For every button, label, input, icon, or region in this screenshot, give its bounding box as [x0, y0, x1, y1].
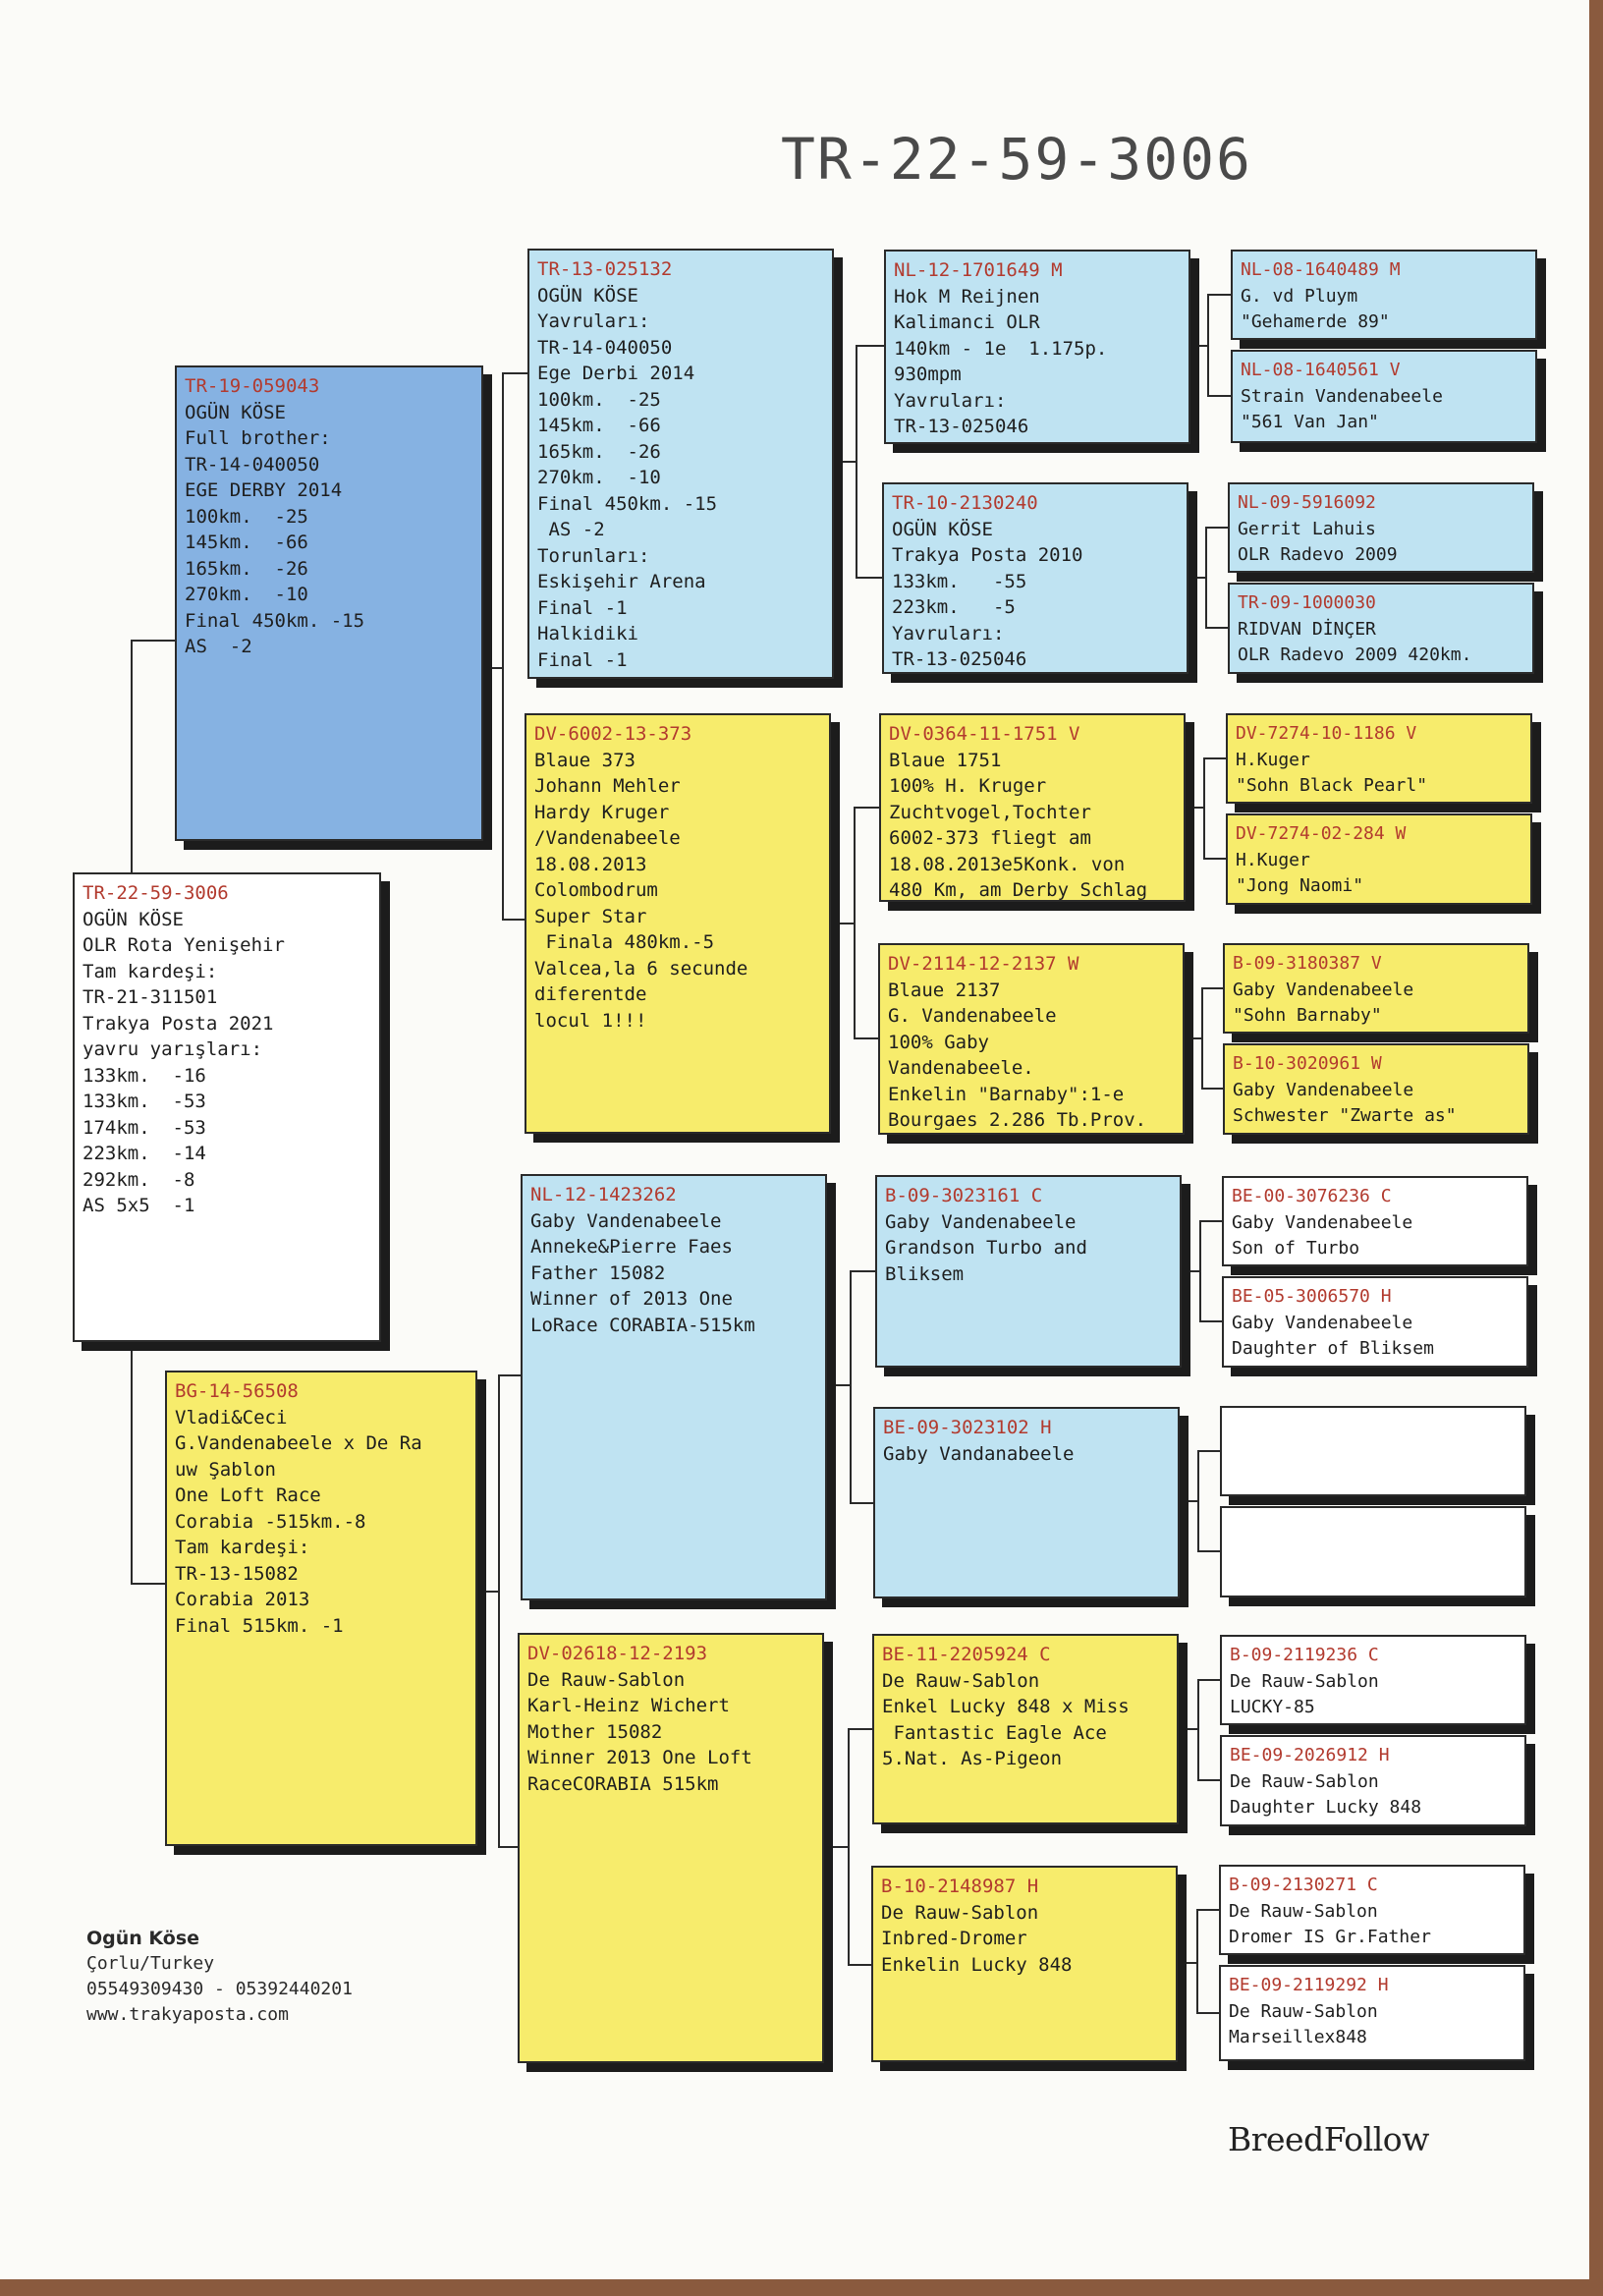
ds-dam-card — [873, 1407, 1180, 1598]
ss-dam-card — [882, 482, 1188, 674]
owner-location: Çorlu/Turkey — [86, 1953, 215, 1974]
card-line: Gaby Vandenabeele — [1233, 1079, 1414, 1100]
card-line: Trakya Posta 2010 — [892, 544, 1083, 566]
ring-number: BE-11-2205924 C — [882, 1644, 1051, 1665]
connector-line — [1185, 988, 1223, 1038]
card-line: Blaue 1751 — [889, 749, 1002, 771]
card-line: 145km. -66 — [537, 415, 661, 436]
ring-number: B-10-3020961 W — [1233, 1053, 1382, 1074]
connector-line — [1198, 1501, 1220, 1551]
card-line: 100km. -25 — [537, 388, 661, 411]
card-line: Schwester "Zwarte as" — [1233, 1105, 1457, 1126]
card-line: OGÜN KÖSE — [83, 908, 184, 930]
card-line: De Rauw-Sablon — [1230, 1670, 1379, 1692]
connector-line — [1188, 528, 1228, 578]
card-line: Hardy Kruger — [534, 801, 670, 823]
dam-card — [165, 1371, 477, 1846]
card-line: Grandson Turbo and — [885, 1237, 1087, 1259]
card-line: Hok M Reijnen — [894, 285, 1040, 308]
card-line: 133km. -53 — [83, 1091, 206, 1112]
card-line: Winner 2013 One Loft — [527, 1747, 752, 1768]
card-line: LoRace CORABIA-515km — [530, 1314, 755, 1336]
card-line: Karl-Heinz Wichert — [527, 1695, 730, 1716]
card-line: Colombodrum — [534, 879, 658, 901]
card-line: Ege Derbi 2014 — [537, 363, 695, 384]
card-line: 5.Nat. As-Pigeon — [882, 1748, 1063, 1769]
card-line: AS -2 — [185, 636, 252, 657]
card-line: Gaby Vandenabeele — [1232, 1211, 1413, 1233]
card-line: Trakya Posta 2021 — [83, 1012, 274, 1035]
card-line: Full brother: — [185, 427, 331, 449]
card-line: OGÜN KÖSE — [892, 518, 993, 540]
card-line: 270km. -10 — [537, 467, 661, 488]
card-line: "Sohn Black Pearl" — [1236, 775, 1428, 796]
card-line: De Rauw-Sablon — [1229, 1900, 1378, 1922]
g4-card-1 — [1231, 250, 1537, 340]
card-line: 165km. -26 — [185, 557, 308, 580]
card-line: TR-13-025046 — [894, 416, 1029, 437]
card-line: RIDVAN DİNÇER — [1238, 618, 1376, 640]
card-line: 100% H. Kruger — [889, 775, 1047, 797]
card-line: Gaby Vandenabeele — [530, 1209, 722, 1232]
card-line: 165km. -26 — [537, 440, 661, 463]
sd-dam-card — [878, 943, 1185, 1135]
card-line: Final 450km. -15 — [537, 492, 718, 515]
card-line: Blaue 2137 — [888, 979, 1001, 1001]
card-line: Corabia 2013 — [175, 1589, 310, 1610]
card-line: 140km - 1e 1.175p. — [894, 337, 1108, 360]
connector-line — [1182, 1221, 1222, 1271]
card-line: Kalimanci OLR — [894, 311, 1040, 333]
g4-card-6 — [1226, 813, 1532, 905]
card-line: Bliksem — [885, 1262, 965, 1285]
connector-line — [477, 1375, 521, 1592]
owner-website[interactable]: www.trakyaposta.com — [86, 2004, 289, 2025]
connector-line — [1204, 808, 1226, 859]
connector-line — [1190, 295, 1231, 346]
card-line: 133km. -55 — [892, 570, 1027, 592]
connector-line — [1180, 1451, 1220, 1501]
card-line: Gaby Vandanabeele — [883, 1442, 1075, 1465]
connector-line — [827, 1271, 875, 1385]
subject-card — [73, 872, 381, 1342]
ring-number: DV-6002-13-373 — [534, 723, 692, 745]
g4-card-2 — [1231, 350, 1537, 443]
card-line: Anneke&Pierre Faes — [530, 1236, 733, 1258]
card-line: OGÜN KÖSE — [537, 284, 638, 307]
card-line: Son of Turbo — [1232, 1238, 1360, 1259]
card-line: De Rauw-Sablon — [882, 1669, 1040, 1692]
card-line: OGÜN KÖSE — [185, 401, 286, 423]
connector-line — [1202, 1038, 1223, 1089]
connector-line — [499, 1592, 518, 1847]
card-line: OLR Radevo 2009 420km. — [1238, 644, 1472, 665]
card-line: yavru yarışları: — [83, 1038, 263, 1060]
card-line: locul 1!!! — [534, 1009, 647, 1032]
ring-number: NL-12-1423262 — [530, 1184, 677, 1205]
card-line: Gerrit Lahuis — [1238, 518, 1376, 539]
card-line: Father 15082 — [530, 1261, 666, 1284]
card-line: LUCKY-85 — [1230, 1697, 1315, 1717]
card-line: 174km. -53 — [83, 1116, 206, 1139]
card-line: Strain Vandenabeele — [1241, 385, 1443, 407]
card-line: 133km. -16 — [83, 1064, 206, 1087]
card-line: 930mpm — [894, 364, 962, 385]
ring-number: TR-10-2130240 — [892, 492, 1038, 514]
card-line: Valcea,la 6 secunde — [534, 957, 748, 980]
ring-number: BE-09-2119292 H — [1229, 1975, 1389, 1995]
card-line: 100% Gaby — [888, 1031, 989, 1053]
card-line: RaceCORABIA 515km — [527, 1772, 719, 1795]
card-line: G. vd Pluym — [1241, 285, 1358, 307]
card-line: Final -1 — [537, 648, 628, 671]
dam-dam-card — [518, 1633, 824, 2063]
connector-line — [855, 924, 878, 1038]
card-line: Fantastic Eagle Ace — [882, 1721, 1107, 1744]
card-line: Enkelin Lucky 848 — [881, 1953, 1073, 1976]
ring-number: TR-19-059043 — [185, 375, 320, 397]
g4-card-10 — [1222, 1276, 1528, 1368]
ring-number: NL-12-1701649 M — [894, 259, 1063, 281]
owner-phones: 05549309430 - 05392440201 — [86, 1979, 353, 1999]
card-line: Gaby Vandenabeele — [885, 1210, 1077, 1233]
ring-number: B-09-2119236 C — [1230, 1645, 1379, 1665]
g4-card-8 — [1223, 1043, 1529, 1135]
card-line: Final 515km. -1 — [175, 1614, 344, 1637]
connector-line — [1178, 1910, 1219, 1963]
card-line: 100km. -25 — [185, 505, 308, 528]
card-line: Final -1 — [537, 596, 628, 619]
card-line: Bourgaes 2.286 Tb.Prov. — [888, 1109, 1147, 1131]
g4-card-14 — [1220, 1735, 1526, 1826]
card-line: Mother 15082 — [527, 1720, 663, 1743]
card-line: Yavruları: — [537, 310, 650, 332]
owner-contact — [86, 1926, 353, 2028]
brand-logo: BreedFollow — [1228, 2120, 1429, 2158]
card-line: Yavruları: — [892, 622, 1005, 644]
card-line: 145km. -66 — [185, 532, 308, 553]
card-line: 18.08.2013e5Konk. von — [889, 853, 1126, 875]
connector-line — [824, 1729, 872, 1847]
card-line: Daughter Lucky 848 — [1230, 1797, 1422, 1818]
connector-line — [831, 808, 879, 924]
g4-card-16 — [1219, 1965, 1525, 2061]
ring-number: B-09-3180387 V — [1233, 953, 1382, 974]
card-line: Corabia -515km.-8 — [175, 1510, 366, 1533]
ring-number: BE-09-3023102 H — [883, 1417, 1052, 1438]
card-line: Johann Mehler — [534, 775, 681, 797]
dam-sire-card — [521, 1174, 827, 1600]
card-line: Daughter of Bliksem — [1232, 1338, 1434, 1359]
card-line: G. Vandenabeele — [888, 1005, 1057, 1027]
ring-number: B-09-2130271 C — [1229, 1875, 1378, 1895]
card-line: /Vandenabeele — [534, 827, 681, 849]
g4-card-12 — [1220, 1506, 1526, 1597]
connector-line — [834, 346, 884, 462]
connector-line — [1200, 1271, 1222, 1321]
dd-dam-card — [871, 1866, 1178, 2062]
card-line: Eskişehir Arena — [537, 571, 706, 592]
ring-number: BE-00-3076236 C — [1232, 1186, 1392, 1206]
card-line: 223km. -14 — [83, 1143, 206, 1164]
ring-number: BE-09-2026912 H — [1230, 1745, 1390, 1765]
ring-number: DV-7274-10-1186 V — [1236, 723, 1417, 744]
card-line: TR-14-040050 — [185, 453, 320, 476]
card-line: Tam kardeşi: — [175, 1537, 310, 1558]
card-line: Yavruları: — [894, 389, 1007, 412]
card-line: De Rauw-Sablon — [1229, 2000, 1378, 2022]
ss-sire-card — [884, 250, 1190, 444]
g4-card-7 — [1223, 943, 1529, 1034]
g4-card-9 — [1222, 1176, 1528, 1266]
card-line: Enkelin "Barnaby":1-e — [888, 1083, 1125, 1105]
card-line: Tam kardeşi: — [83, 960, 218, 982]
connector-line — [857, 462, 882, 578]
card-line: Finala 480km.-5 — [534, 931, 715, 953]
card-line: Gaby Vandenabeele — [1232, 1312, 1413, 1333]
connector-line — [1179, 1680, 1220, 1729]
sd-sire-card — [879, 713, 1186, 902]
card-line: TR-13-025046 — [892, 648, 1027, 670]
card-line: diferentde — [534, 983, 647, 1005]
ring-number: DV-2114-12-2137 W — [888, 953, 1079, 975]
connector-line — [1206, 578, 1228, 628]
ring-number: NL-08-1640561 V — [1241, 360, 1401, 380]
card-line: Torunları: — [537, 544, 650, 567]
card-line: De Rauw-Sablon — [1230, 1770, 1379, 1792]
card-line: OLR Rota Yenişehir — [83, 934, 285, 956]
card-line: Vladi&Ceci — [175, 1406, 288, 1428]
card-line: G.Vandenabeele x De Ra — [175, 1432, 422, 1454]
card-line: 223km. -5 — [892, 596, 1016, 618]
card-line: "561 Van Jan" — [1241, 412, 1379, 432]
card-line: TR-21-311501 — [83, 986, 218, 1008]
card-line: Blaue 373 — [534, 749, 636, 771]
ring-number: TR-13-025132 — [537, 258, 673, 280]
card-line: De Rauw-Sablon — [881, 1901, 1039, 1924]
g4-card-4 — [1228, 583, 1534, 674]
dd-sire-card — [872, 1634, 1179, 1824]
card-line: Winner of 2013 One — [530, 1288, 733, 1310]
ring-number: BG-14-56508 — [175, 1380, 299, 1402]
card-line: H.Kuger — [1236, 849, 1310, 870]
ring-number: NL-09-5916092 — [1238, 492, 1376, 513]
card-line: 6002-373 fliegt am — [889, 827, 1091, 849]
g4-card-5 — [1226, 713, 1532, 804]
sire-dam-card — [525, 713, 831, 1134]
card-line: uw Şablon — [175, 1458, 276, 1481]
ring-number: B-09-3023161 C — [885, 1185, 1043, 1206]
card-line: Marseillex848 — [1229, 2027, 1367, 2047]
card-line: Gaby Vandenabeele — [1233, 979, 1414, 1000]
card-line: Vandenabeele. — [888, 1057, 1034, 1079]
sire-card — [175, 365, 483, 841]
card-line: Super Star — [534, 905, 647, 927]
g4-card-13 — [1220, 1635, 1526, 1725]
card-line: AS 5x5 -1 — [83, 1195, 195, 1216]
card-line: Inbred-Dromer — [881, 1928, 1027, 1949]
connector-line — [132, 1342, 165, 1584]
ring-number: DV-7274-02-284 W — [1236, 823, 1407, 844]
card-line: OLR Radevo 2009 — [1238, 544, 1398, 565]
ring-number: BE-05-3006570 H — [1232, 1286, 1392, 1307]
card-line: "Sohn Barnaby" — [1233, 1005, 1382, 1026]
card-line: One Loft Race — [175, 1484, 321, 1506]
connector-line — [483, 373, 527, 668]
card-line: Zuchtvogel,Tochter — [889, 801, 1091, 823]
ds-sire-card — [875, 1175, 1182, 1368]
connector-line — [1197, 1963, 1219, 2013]
ring-number: B-10-2148987 H — [881, 1876, 1039, 1897]
card-line: H.Kuger — [1236, 749, 1310, 770]
ring-number: TR-09-1000030 — [1238, 592, 1376, 613]
card-line: 480 Km, am Derby Schlag — [889, 879, 1148, 901]
card-line: TR-14-040050 — [537, 336, 673, 359]
connector-line — [1208, 346, 1231, 396]
card-line: TR-13-15082 — [175, 1562, 299, 1585]
ring-number: NL-08-1640489 M — [1241, 259, 1401, 280]
card-line: Halkidiki — [537, 623, 638, 644]
card-line: EGE DERBY 2014 — [185, 479, 343, 501]
connector-line — [503, 668, 525, 920]
card-line: Enkel Lucky 848 x Miss — [882, 1696, 1130, 1717]
card-line: De Rauw-Sablon — [527, 1668, 686, 1691]
connector-line — [851, 1385, 873, 1503]
connector-line — [849, 1847, 871, 1965]
card-line: 270km. -10 — [185, 584, 308, 605]
ring-number: TR-22-59-3006 — [83, 882, 229, 904]
g4-card-3 — [1228, 482, 1534, 573]
g4-card-11 — [1220, 1406, 1526, 1496]
connector-line — [1198, 1729, 1220, 1780]
card-line: "Jong Naomi" — [1236, 875, 1364, 896]
card-line: Final 450km. -15 — [185, 609, 365, 632]
g4-card-15 — [1219, 1865, 1525, 1955]
card-line: "Gehamerde 89" — [1241, 311, 1390, 332]
card-line: AS -2 — [537, 519, 605, 540]
sire-sire-card — [527, 249, 834, 679]
ring-number: DV-0364-11-1751 V — [889, 723, 1080, 745]
card-line: 18.08.2013 — [534, 853, 647, 875]
page-title: TR-22-59-3006 — [781, 126, 1252, 193]
card-line: Dromer IS Gr.Father — [1229, 1927, 1431, 1947]
ring-number: DV-02618-12-2193 — [527, 1643, 708, 1664]
connector-line — [132, 641, 175, 872]
connector-line — [1186, 758, 1226, 808]
card-line: 292km. -8 — [83, 1168, 195, 1191]
owner-name: Ogün Köse — [86, 1928, 200, 1949]
